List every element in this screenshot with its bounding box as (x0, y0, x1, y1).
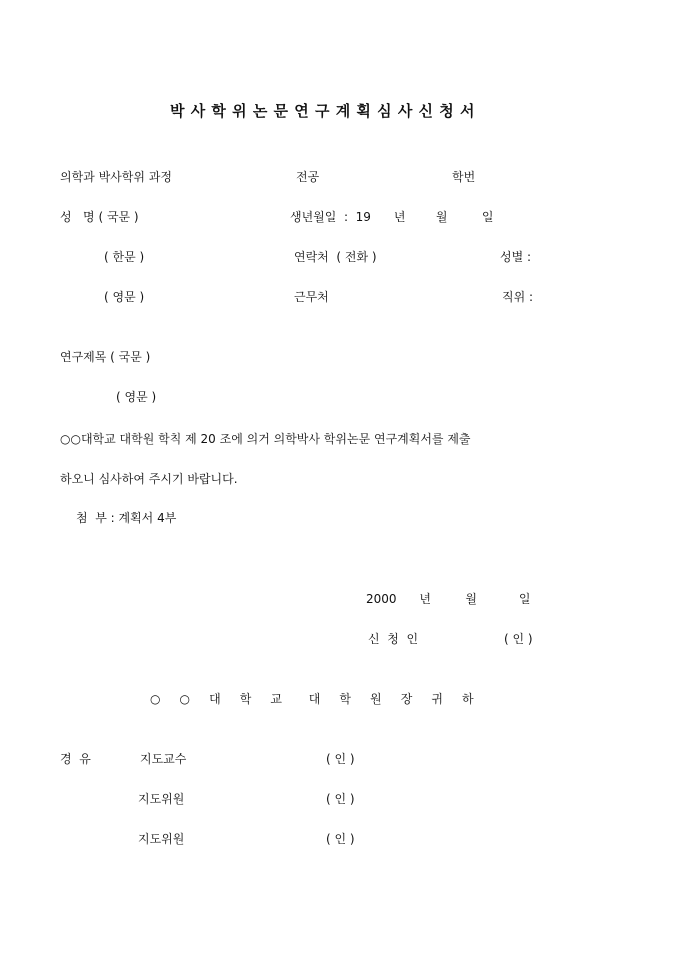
approver-role: 지도위원 (138, 792, 185, 806)
applicant-seal: ( 인 ) (504, 632, 533, 646)
name-korean-label: 성 명 ( 국문 ) (60, 210, 139, 224)
addressee-line: ○ ○ 대 학 교 대 학 원 장 귀 하 (150, 692, 474, 706)
via-label: 경 유 (60, 752, 91, 766)
student-number-label: 학번 (452, 170, 476, 184)
gender-label: 성별 : (500, 250, 532, 264)
research-title-korean-label: 연구제목 ( 국문 ) (60, 350, 151, 364)
applicant-label: 신 청 인 (368, 632, 419, 646)
approver-seal: ( 인 ) (326, 832, 355, 846)
position-label: 직위 : (502, 290, 534, 304)
document-title: 박 사 학 위 논 문 연 구 계 획 심 사 신 청 서 (170, 102, 475, 120)
course-label: 의학과 박사학위 과정 (60, 170, 172, 184)
name-english-label: ( 영문 ) (104, 290, 145, 304)
birth-date-label: 생년월일 : 19 년 월 일 (290, 210, 494, 224)
approver-role: 지도교수 (140, 752, 187, 766)
application-date: 2000 년 월 일 (366, 592, 531, 606)
approver-role: 지도위원 (138, 832, 185, 846)
body-text-line-1: ○○대학교 대학원 학칙 제 20 조에 의거 의학박사 학위논문 연구계획서를 제출 (60, 432, 471, 446)
body-text-line-2: 하오니 심사하여 주시기 바랍니다. (60, 472, 238, 486)
major-label: 전공 (296, 170, 320, 184)
name-hanja-label: ( 한문 ) (104, 250, 145, 264)
approver-seal: ( 인 ) (326, 792, 355, 806)
approver-seal: ( 인 ) (326, 752, 355, 766)
contact-label: 연락처 ( 전화 ) (294, 250, 377, 264)
attachment-label: 첨 부 : 계획서 4부 (76, 511, 177, 525)
research-title-english-label: ( 영문 ) (116, 390, 157, 404)
workplace-label: 근무처 (294, 290, 329, 304)
